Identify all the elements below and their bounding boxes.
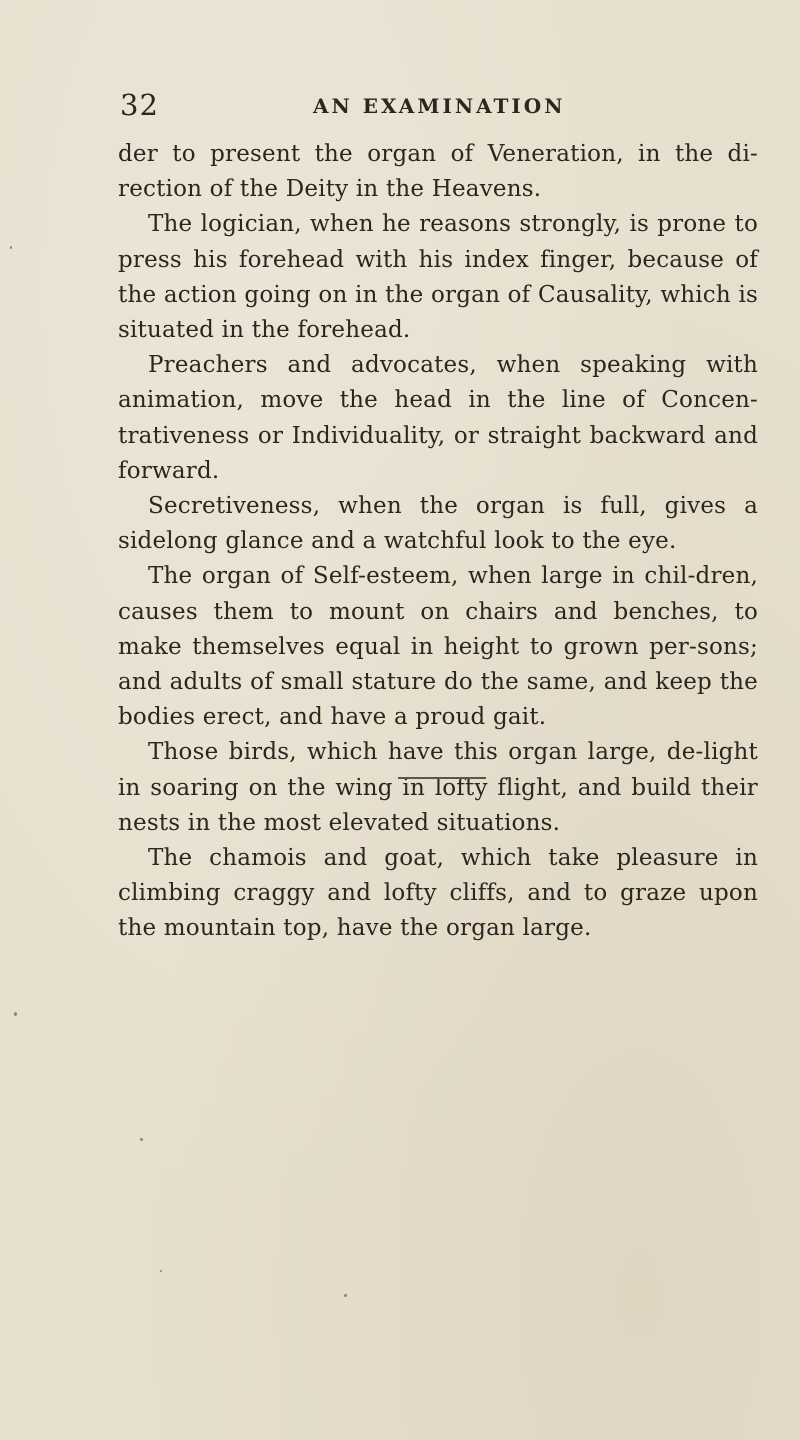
paragraph-1: der to present the organ of Veneration, in the di-rection of the Deity in the Heavens. xyxy=(118,141,758,203)
paper-speck xyxy=(10,246,12,249)
running-head-title: AN EXAMINATION xyxy=(313,94,566,118)
paragraph-7: The chamois and goat, which take pleasure in climbing craggy and lofty cliffs, and to graze upon the mountain top, have the organ large. xyxy=(118,845,758,942)
body-text xyxy=(118,137,758,947)
section-end-rule xyxy=(398,777,486,779)
paper-speck xyxy=(160,1270,162,1272)
paragraph-2: The logician, when he reasons strongly, is prone to press his forehead with his index finger, because of the action going on in the organ of Causality, which is situated in the forehead. xyxy=(118,211,758,344)
paper-speck xyxy=(14,1012,17,1016)
paragraph-3: Preachers and advocates, when speaking with animation, move the head in the line of Concen-trativeness or Individuality, or straight backward and forward. xyxy=(118,352,758,484)
page-number: 32 xyxy=(120,88,159,122)
paper-speck xyxy=(140,1138,143,1141)
paragraph-6: Those birds, which have this organ large, de-light in soaring on the wing in lofty flight, and build their nests in the most elevated situations. xyxy=(118,739,758,836)
paragraph-5: The organ of Self-esteem, when large in chil-dren, causes them to mount on chairs and benches, to make themselves equal in height to grown per-sons; and adults of small stature do the same, and keep the bodies erect, and have a proud gait. xyxy=(118,563,758,731)
paper-speck xyxy=(344,1294,347,1297)
paragraph-4: Secretiveness, when the organ is full, gives a sidelong glance and a watchful look to the eye. xyxy=(118,493,758,555)
running-head xyxy=(120,88,760,128)
